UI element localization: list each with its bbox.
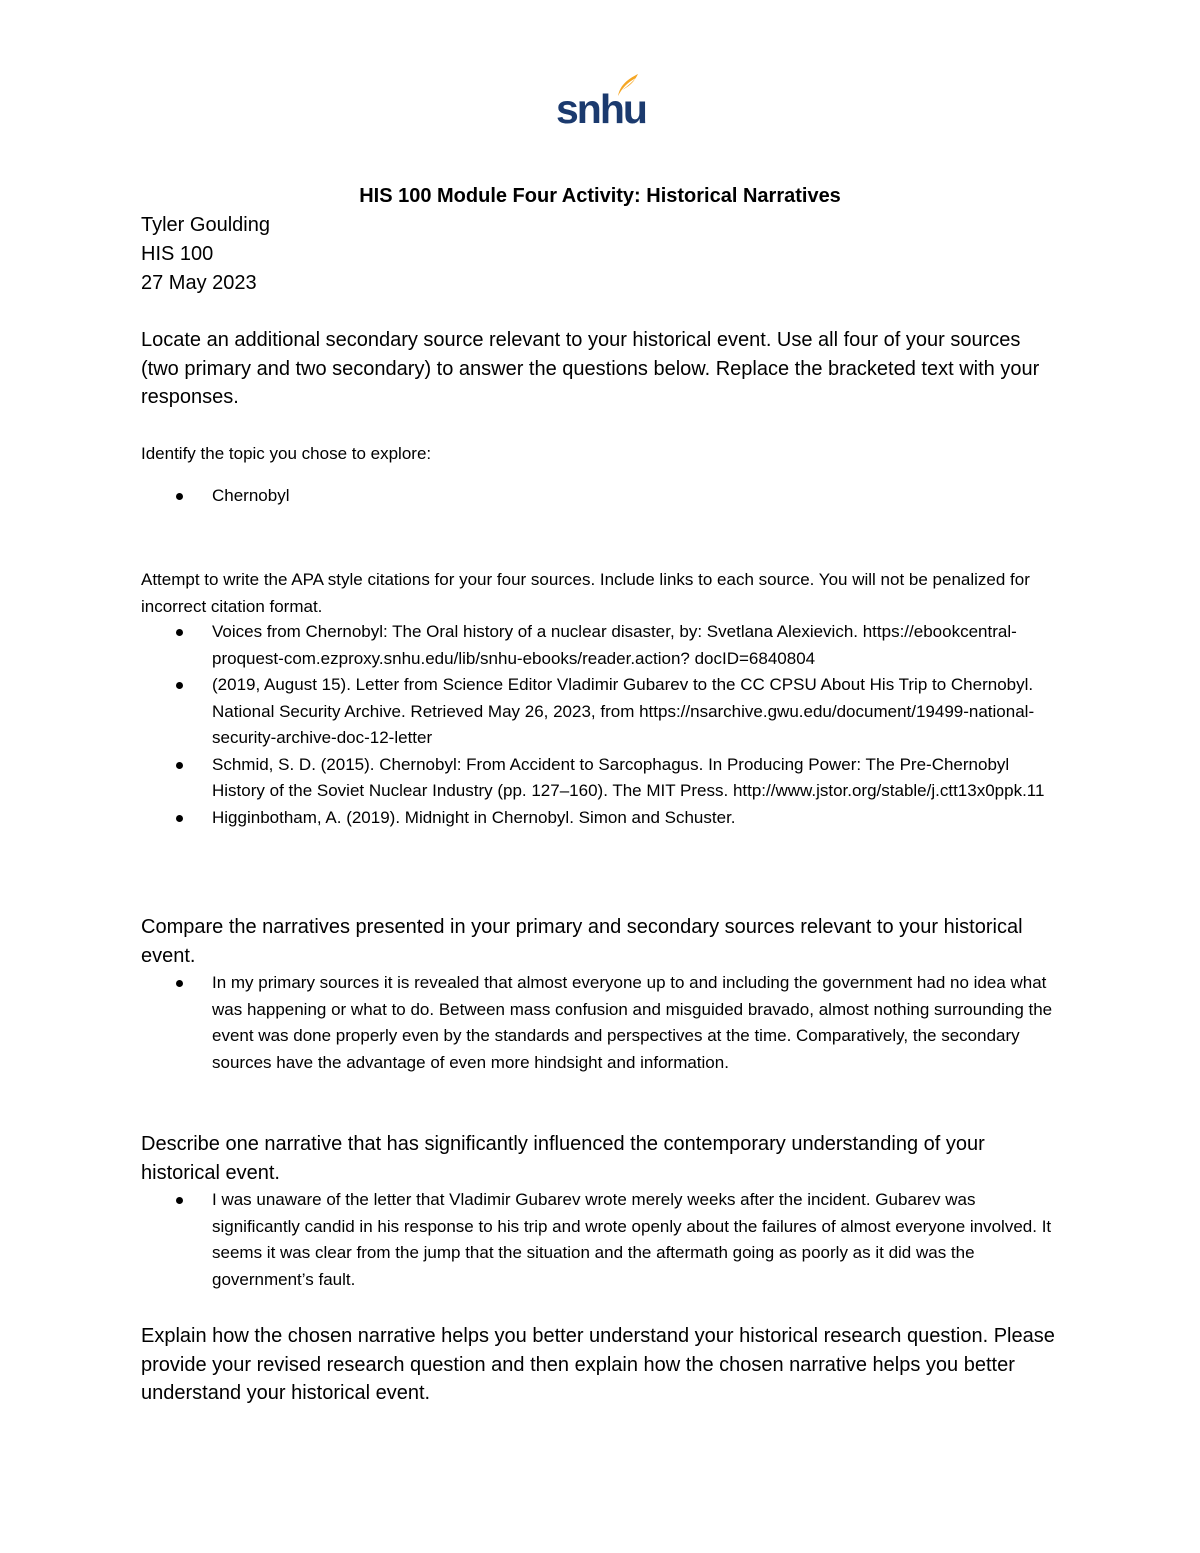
list-item: Higginbotham, A. (2019). Midnight in Chernobyl. Simon and Schuster. (212, 805, 1062, 832)
compare-answer-list (212, 970, 1062, 1076)
topic-list (212, 483, 1062, 510)
document-title: HIS 100 Module Four Activity: Historical Narratives (359, 185, 841, 207)
describe-answer-list (212, 1187, 1062, 1293)
snhu-logo (556, 72, 646, 134)
list-item: Voices from Chernobyl: The Oral history of a nuclear disaster, by: Svetlana Alexievich. https://ebookcentral-proquest-com.ezproxy.snhu.edu/lib/snhu-ebooks/reader.action? docID=6840804 (212, 619, 1062, 672)
document-date: 27 May 2023 (141, 272, 257, 294)
explain-question: Explain how the chosen narrative helps you better understand your historical research question. Please provide your revised research question and then explain how the chosen narrative helps you better understand your historical event. (141, 1325, 1055, 1404)
logo-wordmark: snhu (556, 86, 646, 132)
list-item: In my primary sources it is revealed that almost everyone up to and including the government had no idea what was happening or what to do. Between mass confusion and misguided bravado, almost nothing surrounding the event was done properly even by the standards and perspectives at the time. Comparatively, the secondary sources have the advantage of even more hindsight and information. (212, 970, 1062, 1076)
list-item: Schmid, S. D. (2015). Chernobyl: From Accident to Sarcophagus. In Producing Power: The Pre-Chernobyl History of the Soviet Nuclear Industry (pp. 127–160). The MIT Press. http://www.jstor.org/stable/j.ctt13x0ppk.11 (212, 752, 1062, 805)
list-item: Chernobyl (212, 483, 1062, 510)
describe-question: Describe one narrative that has significantly influenced the contemporary understanding of your historical event. (141, 1133, 985, 1184)
course-code: HIS 100 (141, 243, 214, 265)
topic-prompt: Identify the topic you chose to explore: (141, 444, 432, 463)
list-item: (2019, August 15). Letter from Science Editor Vladimir Gubarev to the CC CPSU About His Trip to Chernobyl. National Security Archive. Retrieved May 26, 2023, from https://nsarchive.gwu.edu/document/19499-national-security-archive-doc-12-letter (212, 672, 1062, 752)
citations-list (212, 619, 1062, 831)
compare-question: Compare the narratives presented in your primary and secondary sources relevant to your historical event. (141, 916, 1023, 967)
instructions: Locate an additional secondary source relevant to your historical event. Use all four of your sources (two primary and two secondary) to answer the questions below. Replace the bracketed text with your responses. (141, 329, 1040, 408)
citations-prompt: Attempt to write the APA style citations for your four sources. Include links to each source. You will not be penalized for incorrect citation format. (141, 570, 1030, 616)
header-info (141, 211, 270, 298)
list-item: I was unaware of the letter that Vladimir Gubarev wrote merely weeks after the incident. Gubarev was significantly candid in his response to his trip and wrote openly about the failures of almost everyone involved. It seems it was clear from the jump that the situation and the aftermath going as poorly as it did was the government’s fault. (212, 1187, 1062, 1293)
author-name: Tyler Goulding (141, 214, 270, 236)
